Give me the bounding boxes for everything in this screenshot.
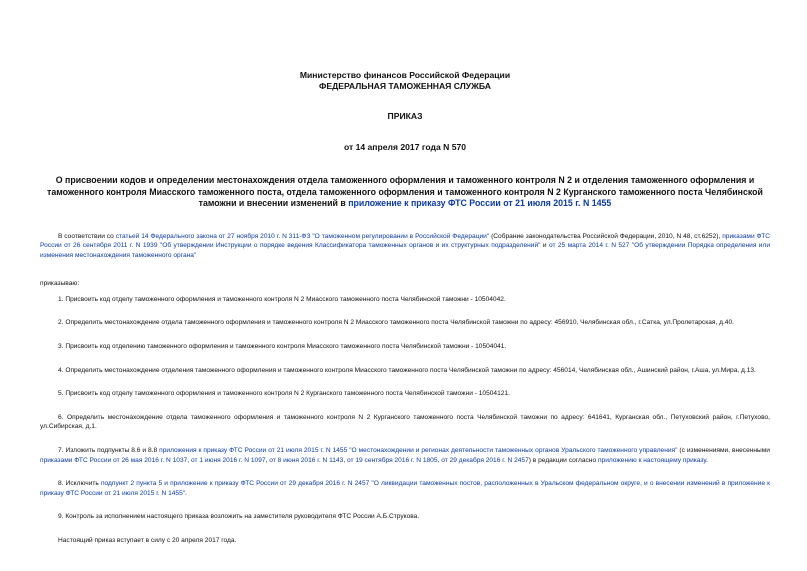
appendix-link[interactable]: приложению к настоящему приказу — [597, 456, 706, 464]
document-date-number: от 14 апреля 2017 года N 570 — [343, 142, 467, 152]
item-2: 2. Определить местонахождение отдела таможенного оформления и таможенного контроля N 2 Миасского таможенного поста Челябинской таможни по адресу: 456910, Челябинская обл., г.Сатка, ул.Пролетарская, д.40. — [58, 319, 734, 327]
item-5: 5. Присвоить код отделу таможенного оформления и таможенного контроля N 2 Курганского таможенного поста Челябинской таможни - 10504121. — [58, 390, 510, 398]
order-2457-link[interactable]: от 29 декабря 2016 г. N 2457 — [441, 456, 529, 464]
law-link[interactable]: статьей 14 Федерального закона от 27 ноября 2010 г. N 311-ФЗ "О таможенном регулировании в Российской Федерации" — [115, 232, 490, 240]
item-7-text-7: ) в редакции согласно — [528, 456, 598, 464]
document-page — [40, 0, 770, 546]
item-6: 6. Определить местонахождение отдела таможенного оформления и таможенного контроля N 2 Курганского таможенного поста Челябинской таможни по адресу: 641641, Курганская обл., Петуховский район, г.Петухово, ул.Сибирская, д.1. — [40, 413, 770, 431]
item-7-text-6: , — [437, 456, 442, 464]
service-name: ФЕДЕРАЛЬНАЯ ТАМОЖЕННАЯ СЛУЖБА — [319, 81, 491, 91]
item-4: 4. Определить местонахождение отделения таможенного оформления и таможенного контроля Миасского таможенного поста Челябинской таможни по адресу: 456014, Челябинская обл., Ашинский район, г.Аша, ул.Мира, д.13. — [58, 366, 756, 374]
order-527-link[interactable]: от 25 марта 2014 г. N 527 "Об утверждении Порядка определения или изменения местонахождения таможенного органа" — [40, 242, 770, 259]
order-1939-link[interactable]: приказами ФТС России от 26 сентября 2011 г. N 1939 "Об утверждении Инструкции о порядке ведения Классификатора таможенных органов и их структурных подразделений" — [40, 232, 770, 250]
preamble — [40, 232, 770, 261]
item-8-text-1: 8. Исключить — [58, 480, 101, 488]
order-1805-link[interactable]: от 19 сентября 2016 г. N 1805 — [346, 456, 438, 464]
ministry-name: Министерство финансов Российской Федерации — [299, 70, 511, 80]
document-title — [40, 175, 770, 210]
orders-label: приказываю: — [40, 280, 80, 288]
item-1: 1. Присвоить код отделу таможенного оформления и таможенного контроля N 2 Миасского таможенного поста Челябинской таможни - 10504042. — [58, 295, 506, 303]
order-1143-link[interactable]: от 8 июня 2016 г. N 1143 — [269, 456, 344, 464]
document-type: ПРИКАЗ — [387, 111, 423, 121]
preamble-text-1: В соответствии со — [58, 232, 116, 240]
item-7 — [40, 446, 770, 465]
preamble-text-2: (Собрание законодательства Российской Федерации, 2010, N 48, ст.6252), — [489, 232, 723, 240]
item-7-text-2: (с изменениями, внесенными — [677, 447, 770, 455]
item-9: 9. Контроль за исполнением настоящего приказа возложить на заместителя руководителя ФТС России А.Б.Струкова. — [58, 513, 420, 521]
title-text: О присвоении кодов и определении местонахождения отдела таможенного оформления и таможенного контроля N 2 и отделения таможенного оформления и таможенного контроля Миасского таможенного поста, отдела таможенного оформления и таможенного контроля N 2 Курганского таможенного поста Челябинской таможни и внесении изменений в — [47, 175, 763, 208]
item-7-text-5: , — [343, 456, 347, 464]
item-7-text-8: . — [705, 456, 708, 464]
item-7-text-1: 7. Изложить подпункты 8.6 и 8.8 — [58, 447, 160, 455]
order-1455-link[interactable]: приложения к приказу ФТС России от 21 июля 2015 г. N 1455 "О местонахождении и регионах деятельности таможенных органов Уральского таможенного управления" — [159, 447, 678, 455]
order-2457-subclause-link[interactable]: подпункт 2 пункта 5 и приложение к приказу ФТС России от 29 декабря 2016 г. N 2457 "О ликвидации таможенных постов, расположенных в Уральском федеральном округе, и о внесении изменений в приложение к приказу ФТС России от 21 июля 2015 г. N 1455" — [40, 480, 770, 497]
title-link[interactable]: приложение к приказу ФТС России от 21 июля 2015 г. N 1455 — [348, 198, 612, 208]
preamble-text-3: и — [540, 242, 549, 250]
order-1097-link[interactable]: от 1 июня 2016 г. N 1097 — [190, 456, 266, 464]
item-7-text-4: , — [265, 456, 270, 464]
effective-date: Настоящий приказ вступает в силу с 20 апреля 2017 года. — [58, 537, 237, 544]
item-3: 3. Присвоить код отделению таможенного оформления и таможенного контроля Миасского таможенного поста Челябинской таможни - 10504041. — [58, 343, 507, 351]
item-7-text-3: , — [187, 456, 191, 464]
order-1037-link[interactable]: приказами ФТС России от 26 мая 2016 г. N 1037 — [40, 456, 188, 464]
item-8 — [40, 479, 770, 498]
item-8-text-2: . — [185, 489, 187, 497]
